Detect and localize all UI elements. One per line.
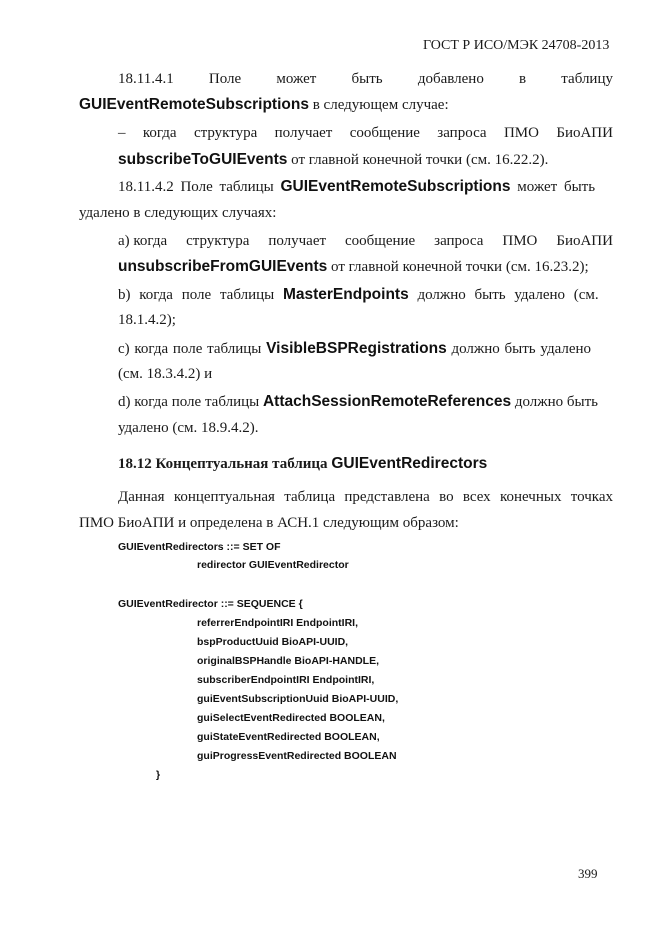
text: d) когда поле таблицы: [118, 394, 263, 410]
word: таблицу: [561, 71, 613, 87]
word: БиоАПИ: [556, 125, 613, 141]
code-line-field: subscriberEndpointIRI EndpointIRI,: [197, 674, 375, 686]
clause-number: 18.11.4.1: [118, 71, 174, 87]
word: когда: [142, 125, 177, 141]
word: Данная: [118, 489, 165, 505]
term-master-endpoints: MasterEndpoints: [282, 286, 409, 303]
list-item-b-line1: [118, 286, 599, 304]
code-line-field: originalBSPHandle BioAPI-HANDLE,: [197, 655, 380, 667]
word: всех: [462, 489, 491, 505]
term-visible-bsp-registrations: VisibleBSPRegistrations: [266, 340, 447, 357]
word: запроса: [437, 125, 487, 141]
dash-bullet: –: [118, 125, 126, 141]
word: в: [519, 71, 527, 87]
text: в следующем случае:: [308, 97, 449, 113]
word: запроса: [434, 233, 484, 249]
code-line-field: guiStateEventRedirected BOOLEAN,: [197, 731, 380, 743]
list-item-d-line2: удалено (см. 18.9.4.2).: [118, 420, 259, 436]
term-gui-event-remote-subscriptions: GUIEventRemoteSubscriptions: [280, 178, 511, 195]
page-number: 399: [578, 866, 598, 881]
list-item-dash-line2: [118, 151, 548, 169]
paragraph-intro-line2: ПМО БиоАПИ и определена в АСН.1 следующим образом:: [79, 515, 459, 531]
text: должно быть: [511, 394, 598, 410]
code-line-set-member: redirector GUIEventRedirector: [197, 559, 349, 571]
text: должно быть удалено: [446, 341, 592, 357]
code-line-field: guiEventSubscriptionUuid BioAPI-UUID,: [197, 693, 399, 705]
word: Поле: [208, 71, 242, 87]
term-unsubscribe-from-gui-events: unsubscribeFromGUIEvents: [118, 258, 328, 275]
word: сообщение: [344, 233, 416, 249]
word: представлена: [344, 489, 430, 505]
code-line-field: guiSelectEventRedirected BOOLEAN,: [197, 712, 385, 724]
term-subscribe-to-gui-events: subscribeToGUIEvents: [118, 151, 288, 168]
word: получает: [274, 125, 333, 141]
term-gui-event-redirectors: GUIEventRedirectors: [331, 455, 488, 472]
list-item-dash-line1: [118, 125, 613, 142]
list-item-b-line2: 18.1.4.2);: [118, 312, 176, 328]
text: от главной конечной точки (см. 16.22.2).: [287, 152, 549, 168]
section-title: 18.12 Концептуальная таблица: [118, 456, 332, 472]
text: b) когда поле таблицы: [118, 287, 283, 303]
word: конечных: [499, 489, 562, 505]
word: сообщение: [349, 125, 420, 141]
text: 18.11.4.2 Поле таблицы: [118, 179, 281, 195]
list-item-a-line1: [118, 233, 613, 250]
paragraph-18-11-4-1-line2: [79, 96, 449, 114]
word: а) когда: [118, 233, 168, 249]
paragraph-18-11-4-2-line1: [118, 178, 613, 196]
word: добавлено: [417, 71, 484, 87]
term-gui-event-remote-subscriptions: GUIEventRemoteSubscriptions: [79, 96, 309, 113]
section-heading-18-12: [118, 455, 487, 473]
term-attach-session-remote-references: AttachSessionRemoteReferences: [262, 393, 512, 410]
document-header: ГОСТ Р ИСО/МЭК 24708-2013: [423, 38, 610, 53]
code-line-set-decl: GUIEventRedirectors ::= SET OF: [118, 541, 281, 553]
code-line-close-brace: }: [156, 769, 161, 781]
text: может быть: [510, 179, 596, 195]
text: c) когда поле таблицы: [118, 341, 267, 357]
code-line-field: bspProductUuid BioAPI-UUID,: [197, 636, 349, 648]
paragraph-18-11-4-1-line1: [118, 71, 613, 88]
list-item-a-line2: [118, 258, 589, 276]
word: таблица: [284, 489, 336, 505]
word: ПМО: [503, 125, 539, 141]
word: получает: [268, 233, 327, 249]
code-line-field: guiProgressEventRedirected BOOLEAN: [197, 750, 397, 762]
paragraph-18-11-4-2-line2: удалено в следующих случаях:: [79, 205, 277, 221]
word: структура: [186, 233, 250, 249]
paragraph-intro-line1: [118, 489, 613, 506]
code-line-seq-decl: GUIEventRedirector ::= SEQUENCE {: [118, 598, 303, 610]
word: быть: [351, 71, 383, 87]
list-item-d-line1: [118, 393, 598, 411]
list-item-c-line2: (см. 18.3.4.2) и: [118, 366, 213, 382]
text: должно быть удалено (см.: [408, 287, 599, 303]
word: БиоАПИ: [556, 233, 613, 249]
word: точках: [570, 489, 613, 505]
word: может: [276, 71, 317, 87]
text: от главной конечной точки (см. 16.23.2);: [327, 259, 589, 275]
word: структура: [193, 125, 258, 141]
code-line-field: referrerEndpointIRI EndpointIRI,: [197, 617, 359, 629]
word: во: [439, 489, 454, 505]
list-item-c-line1: [118, 340, 591, 358]
word: ПМО: [502, 233, 538, 249]
word: концептуальная: [173, 489, 275, 505]
